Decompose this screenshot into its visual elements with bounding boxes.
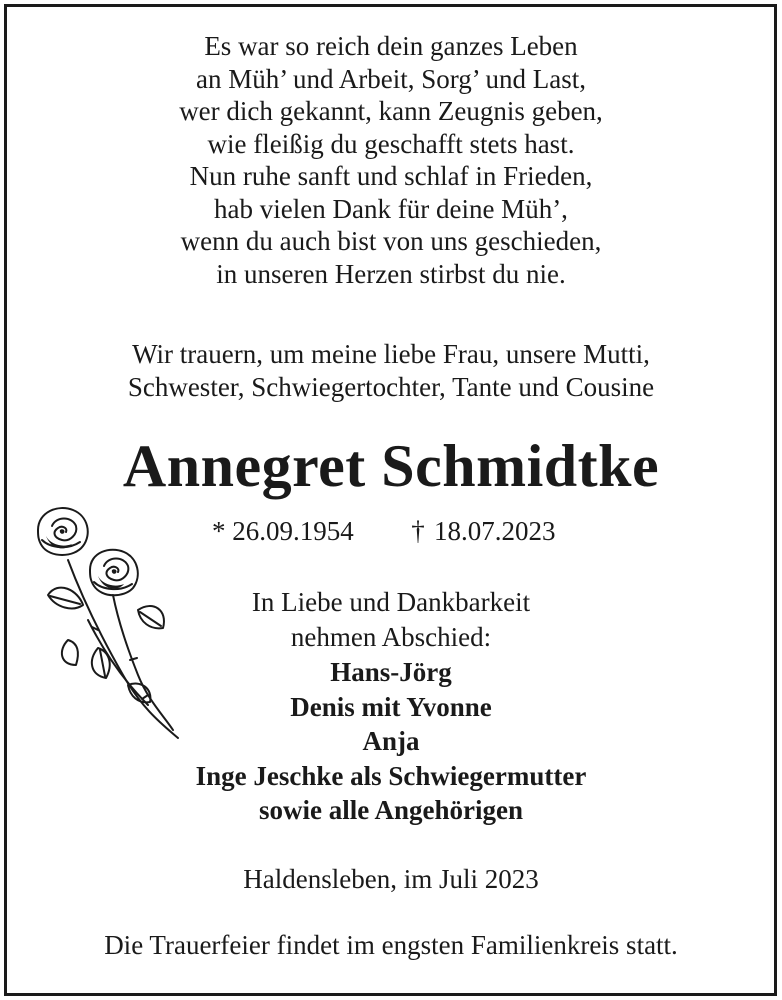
poem-line: wenn du auch bist von uns geschieden, (180, 226, 602, 256)
poem-line: wie fleißig du geschafft stets hast. (207, 128, 575, 159)
poem-line: wer dich gekannt, kann Zeugnis geben, (179, 96, 603, 126)
poem-line: Nun ruhe sanft und schlaf in Frieden, (189, 161, 593, 191)
poem-line: in unseren Herzen stirbst du nie. (216, 258, 566, 289)
poem-line: Es war so reich dein ganzes Leben (204, 31, 578, 61)
mourning-intro (0, 338, 782, 403)
poem-line: an Müh’ und Arbeit, Sorg’ und Last, (196, 63, 586, 94)
mourners-list (0, 655, 782, 828)
cross-icon: † (411, 516, 425, 546)
mourner-name: Inge Jeschke als Schwiegermutter (195, 760, 587, 791)
intro-line: Schwester, Schwiegertochter, Tante und Cousine (127, 371, 655, 402)
farewell-line: In Liebe und Dankbarkeit (251, 587, 531, 617)
deceased-name: Annegret Schmidtke (122, 433, 660, 499)
farewell-line: nehmen Abschied: (290, 621, 492, 652)
funeral-note: Die Trauerfeier findet im engsten Familienkreis statt. (104, 930, 678, 960)
mourner-name: Anja (362, 726, 420, 756)
mourner-name: Hans-Jörg (330, 657, 452, 687)
poem (0, 30, 782, 290)
poem-line: hab vielen Dank für deine Müh’, (214, 193, 568, 224)
intro-line: Wir trauern, um meine liebe Frau, unsere Mutti, (132, 339, 650, 369)
death-date: 18.07.2023 (434, 516, 556, 546)
birth-date: * 26.09.1954 (212, 516, 354, 546)
place-and-date: Haldensleben, im Juli 2023 (243, 864, 539, 894)
death-date-group (410, 514, 556, 548)
farewell-text (0, 585, 782, 654)
mourner-name: sowie alle Angehörigen (259, 795, 523, 825)
mourner-name: Denis mit Yvonne (290, 691, 492, 722)
